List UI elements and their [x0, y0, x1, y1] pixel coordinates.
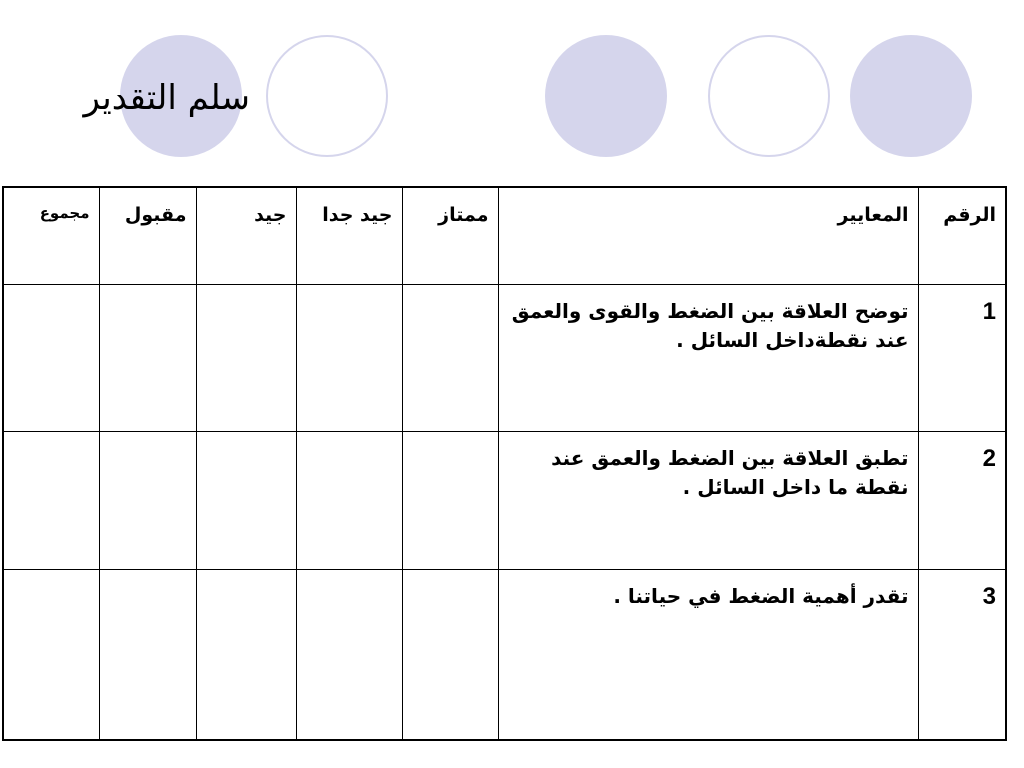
row-number: 1: [918, 284, 1006, 431]
assessment-rubric-table: [2, 186, 1007, 741]
header-criteria: المعايير: [498, 187, 918, 284]
table-row: [3, 570, 1006, 740]
score-cell-acceptable[interactable]: [99, 284, 196, 431]
score-cell-excellent[interactable]: [402, 431, 498, 569]
score-cell-very-good[interactable]: [296, 284, 402, 431]
score-cell-very-good[interactable]: [296, 431, 402, 569]
decorative-circle: [708, 35, 830, 157]
page-title: سلم التقدير: [83, 78, 250, 118]
score-cell-good[interactable]: [196, 284, 296, 431]
score-cell-acceptable[interactable]: [99, 431, 196, 569]
header-total: مجموع: [3, 187, 99, 284]
row-number: 2: [918, 431, 1006, 569]
header-number: الرقم: [918, 187, 1006, 284]
row-number: 3: [918, 570, 1006, 740]
header-excellent: ممتاز: [402, 187, 498, 284]
score-cell-very-good[interactable]: [296, 570, 402, 740]
decorative-circle: [850, 35, 972, 157]
score-cell-total[interactable]: [3, 284, 99, 431]
score-cell-good[interactable]: [196, 570, 296, 740]
score-cell-total[interactable]: [3, 570, 99, 740]
table-row: [3, 284, 1006, 431]
header-good: جيد: [196, 187, 296, 284]
decorative-circle: [266, 35, 388, 157]
score-cell-good[interactable]: [196, 431, 296, 569]
decorative-circle: [545, 35, 667, 157]
table-row: [3, 431, 1006, 569]
table-header-row: [3, 187, 1006, 284]
row-criterion: توضح العلاقة بين الضغط والقوى والعمق عند نقطةداخل السائل .: [498, 284, 918, 431]
score-cell-acceptable[interactable]: [99, 570, 196, 740]
header-very-good: جيد جدا: [296, 187, 402, 284]
header-acceptable: مقبول: [99, 187, 196, 284]
row-criterion: تطبق العلاقة بين الضغط والعمق عند نقطة ما داخل السائل .: [498, 431, 918, 569]
score-cell-excellent[interactable]: [402, 570, 498, 740]
score-cell-excellent[interactable]: [402, 284, 498, 431]
row-criterion: تقدر أهمية الضغط في حياتنا .: [498, 570, 918, 740]
score-cell-total[interactable]: [3, 431, 99, 569]
